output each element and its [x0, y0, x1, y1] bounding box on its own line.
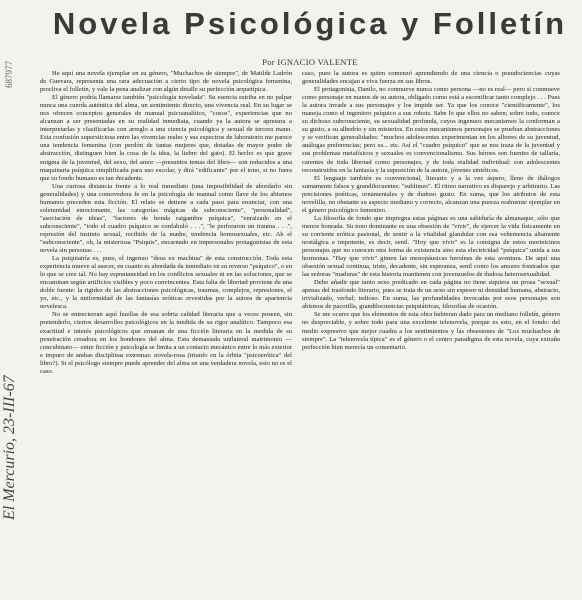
paragraph: El lenguaje también es convencional, literario y a la vez áspero, lleno de diálogos sumamente falsos y grandilocuentes: "sublimes". El ritmo narrativo es disparejo y arbitrario. Las precisiones poéticas, ornamentales y de dudoso gusto. En suma, que los atributos de esta novelilla, no obstante su aspecto mediano y correcto, alcanzan una pureza realmente ejemplar en el género psicológico femenino. [302, 174, 560, 214]
paragraph: Se me ocurre que los elementos de esta obra hubieran dado para un mediano folletín, género no despreciable, y sobre todo para una excelente telenovela, porque es esto, en el fondo: del medio expresivo que mejor cuadra a los sentimientos y las obsesiones de "Los muchachos de siempre". La "telenovela típica" es el género o el centro paradigma de esta novela, cuya extraña perfección bien merecía un comentario. [302, 311, 560, 351]
handwritten-ref-number: 687977 [4, 61, 14, 88]
paragraph: La psiquiatría es, pues, el ingenuo "deus ex machina" de esta construcción. Toda esta experiencia mueve al asecer, en cuanto es abordada da inmediato en su reverso "psíquico", o en lo que se cree tal. No hay espontaneidad en los conflictos sexuales ni en las soluciones, que se encaminan según artificios visibles y poco convincentes. Esta falta de libertad proviene de una doble fuente: la rigidez de las abstracciones psicológicas, traumas, complejos, represiones, el yo, etc., y la uniformidad de las fantasías eróticas revestidas por la autora de apariencia novelesca. [40, 255, 292, 311]
paragraph: He aquí una novela ejemplar en su género, "Muchachos de siempre", de Matilde Ladrón de Guevara, representa una rara adecuación a cierto tipo de novela psicológica femenina, procliva el folletín, y vale la pena analizar con algún detalle su perfección arquetípica. [40, 70, 292, 94]
article-title: Novela Psicológica y Folletín [52, 6, 568, 41]
paragraph: Una curiosa distancia frente a lo real inmediato (una imposibilidad de abordarlo sin generalidades) y una comovedora fe en la psicología de manual como llave de los abismos humanos preceden esta ficción. El relato se detiene a cada paso para enunciar, con una solemnidad emocionante, las categorías mágicas da subconsciente", "personalidad", "asociación de ideas", "factores de honda raigambre psíquica", "enraizado en el subconsciente", "todo el cuadro psíquico se confabuló . . .", "le perforaron un trauma . . .", represión del instinto sexual, recibido de la madre, tendencia homosexuales, etc. Ah el "subconsciente", oh, la misteriosa "Psiquis", encarnado en impersonales protagonistas de esta novela sin personas . . . [40, 182, 292, 255]
paragraph: La filosofía de fondo que impregna estas páginas es una sabiduría de almanaque, sólo que menos honrada. Su tono dominante es una obsesión de "vivir", de ejercer la vida físicamente en su corriente erótica pasional, de sentir a la vitalidad glandular con esa vehemencia altamente nostálgica e impotente, es decir, senil. "Hoy que vivir" es la consigna de estos morteicinos personajes que no conocen otra forma de existencia sino esta electricidad "psíquica" unida a sus hormonas. "Hay que vivir" gimen las menopáusicas heroínas de esta aventura. De aquí una obsesión sexual continua, triste, decadente, sin esperanza, senil como los amores frustrados que las señoras "maduras" de esta historia mantienen con jovenzuelos de dudosa heterosexualidad. [302, 214, 560, 279]
paragraph: No se entrecierran aquí huellas de esa sobria calidad literaria que a veces poseen, sin pretenderlo, ciertos desarrollos psicológicos en la medida de su rigor analítico. Tampoco esa exactitud e interés psicológicos que emanan de una ficción literaria en la medida de su penetración creadora en los hondones del alma. Esta demasiada unilateral matrimonio —concubinato— entre ficción y psicología se limita a un contacto mecánico entre lo más exterior e impuro de ambas disciplinas extremas: novela-rosa (triunfo en la órbita "psicoerótica" del libro?). Si el psicólogo siempre puede aprender del alma en una verdadera novela, esto no es el caso. [40, 311, 292, 375]
paragraph: El género podría llamarse también "psicología novelada". Su esencia estriba en no palpar nunca una cuerda auténtica del alma, un sentimiento directo, una vivencia real. En su lugar se nos ofrecen conceptos generales de manual psicoanalítico, "cosos", experiencias que no alcanzan a ser presentadas en su realidad inmediata, cuando ya la autora se apresura a interpretarlas y clasificarlas con arreglo a una ciencia psicológica y sexual de tercera mano. Esta confusión supersticiosa entre las vivencias reales y sus espectros de laboratorio me parece una tendencia femenina (con perdón de tantas mujeres que, dotadas de mayor poder de abstracción, distinguen bien la cosa de la idea, la liebre del gato). El hecho es que grave enigma de la juventud, del sexo, del amor —presuntos temas del libro— son reducidos a una maquinaria psíquica simplificada para uso escolar, y dirá "edificante" por el tono, si no fuera que su fondo humano es tan decadente. [40, 94, 292, 182]
paragraph: Debo añadir que tanto sexo predicado en cada página no tiene siquiera un prosa "sexual" apenas del trasfondo literario, pues se trata de un sexo sin espesor ni densidad humana, abstracto, trivializado, verbal; tedioso. En suma, las profundidades invocadas por esos personajes son abismos de pacotilla, grandilocuencias psiquiátricas, filosofías de ocasión. [302, 279, 560, 311]
paragraph: El protagonista, Danilo, no conmueve nunca como persona —no es real— pero si conmueve como personaje en manos de su autora, obligado como está a escenificar tanto complejo . . . Pues la autora invade a sus personajes y los impide ser. Ya que los conoce "científicamente", los maneja como el ingeniero psíquico a sus robots. Sabe lo que ellos no saben; sobre todo, conoce su dichoso subconsciente, su sexualidad profunda, cuyos ingenuos mecanismos la conforman a su gusto, a su albedrío y sin misterios. En estos mecanismos personajes se prueban abstracciones y se verifican generalidades: "muchos adolescentes experimentan en los albores de su juventud, análogas preferencias; pero es... etc. Así el "cuadro psíquico" que se nos traza de la juventud y sus problemas metafísicos y sexuales es convencionalismo. Sus héroes son fuentes de tallaría, carentes de toda libertad como personajes, y de toda realidad individual: son adolescentes reconstruidos en la fantasía y la suposición de la autora, jóvenes sintéticos. [302, 86, 560, 174]
right-column [302, 70, 560, 594]
paragraph: caso, pues la autora es quien comenzó aprendiendo de una ciencia o pseudociencias cuyas generalidades encajan a viva fuerza en sus libros. [302, 70, 560, 86]
handwritten-source-note: El Mercurio, 23-III-67 [1, 375, 18, 520]
article-byline: Por IGNACIO VALENTE [262, 57, 358, 67]
left-column [40, 70, 292, 594]
